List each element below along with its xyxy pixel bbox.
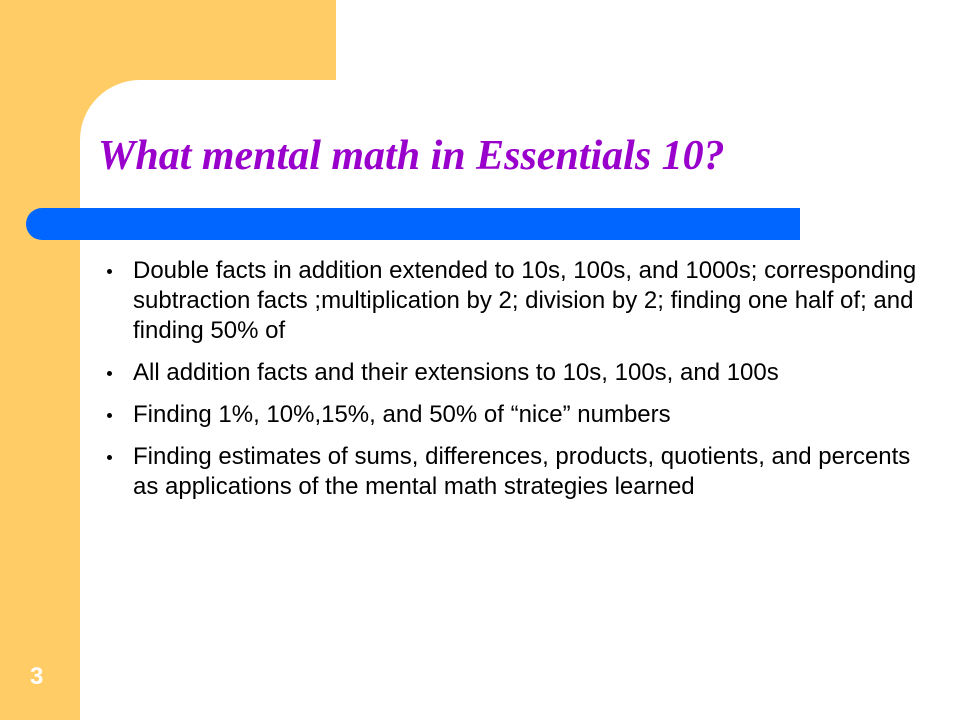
slide-number: 3 (30, 663, 44, 690)
bullet-item (98, 358, 940, 388)
bullet-icon (107, 269, 112, 274)
title-underline-bar (26, 208, 800, 240)
bullet-text: Double facts in addition extended to 10s, 100s, and 1000s; corresponding subtraction facts ;multiplication by 2; division by 2; finding one half of; and finding 50% of (133, 257, 917, 344)
slide-title: What mental math in Essentials 10? (98, 133, 725, 179)
bullet-icon (107, 455, 112, 460)
bullet-item (98, 256, 940, 346)
bullet-text: Finding estimates of sums, differences, products, quotients, and percents as applications of the mental math strategies learned (133, 443, 911, 500)
bullet-icon (107, 413, 112, 418)
frame-top-band (0, 0, 336, 80)
bullet-text: Finding 1%, 10%,15%, and 50% of “nice” numbers (133, 401, 671, 428)
bullet-list (98, 256, 940, 514)
frame-vertical-band (0, 0, 80, 720)
bullet-item (98, 442, 940, 502)
bullet-item (98, 400, 940, 430)
bullet-text: All addition facts and their extensions to 10s, 100s, and 100s (133, 359, 779, 386)
bullet-icon (107, 371, 112, 376)
